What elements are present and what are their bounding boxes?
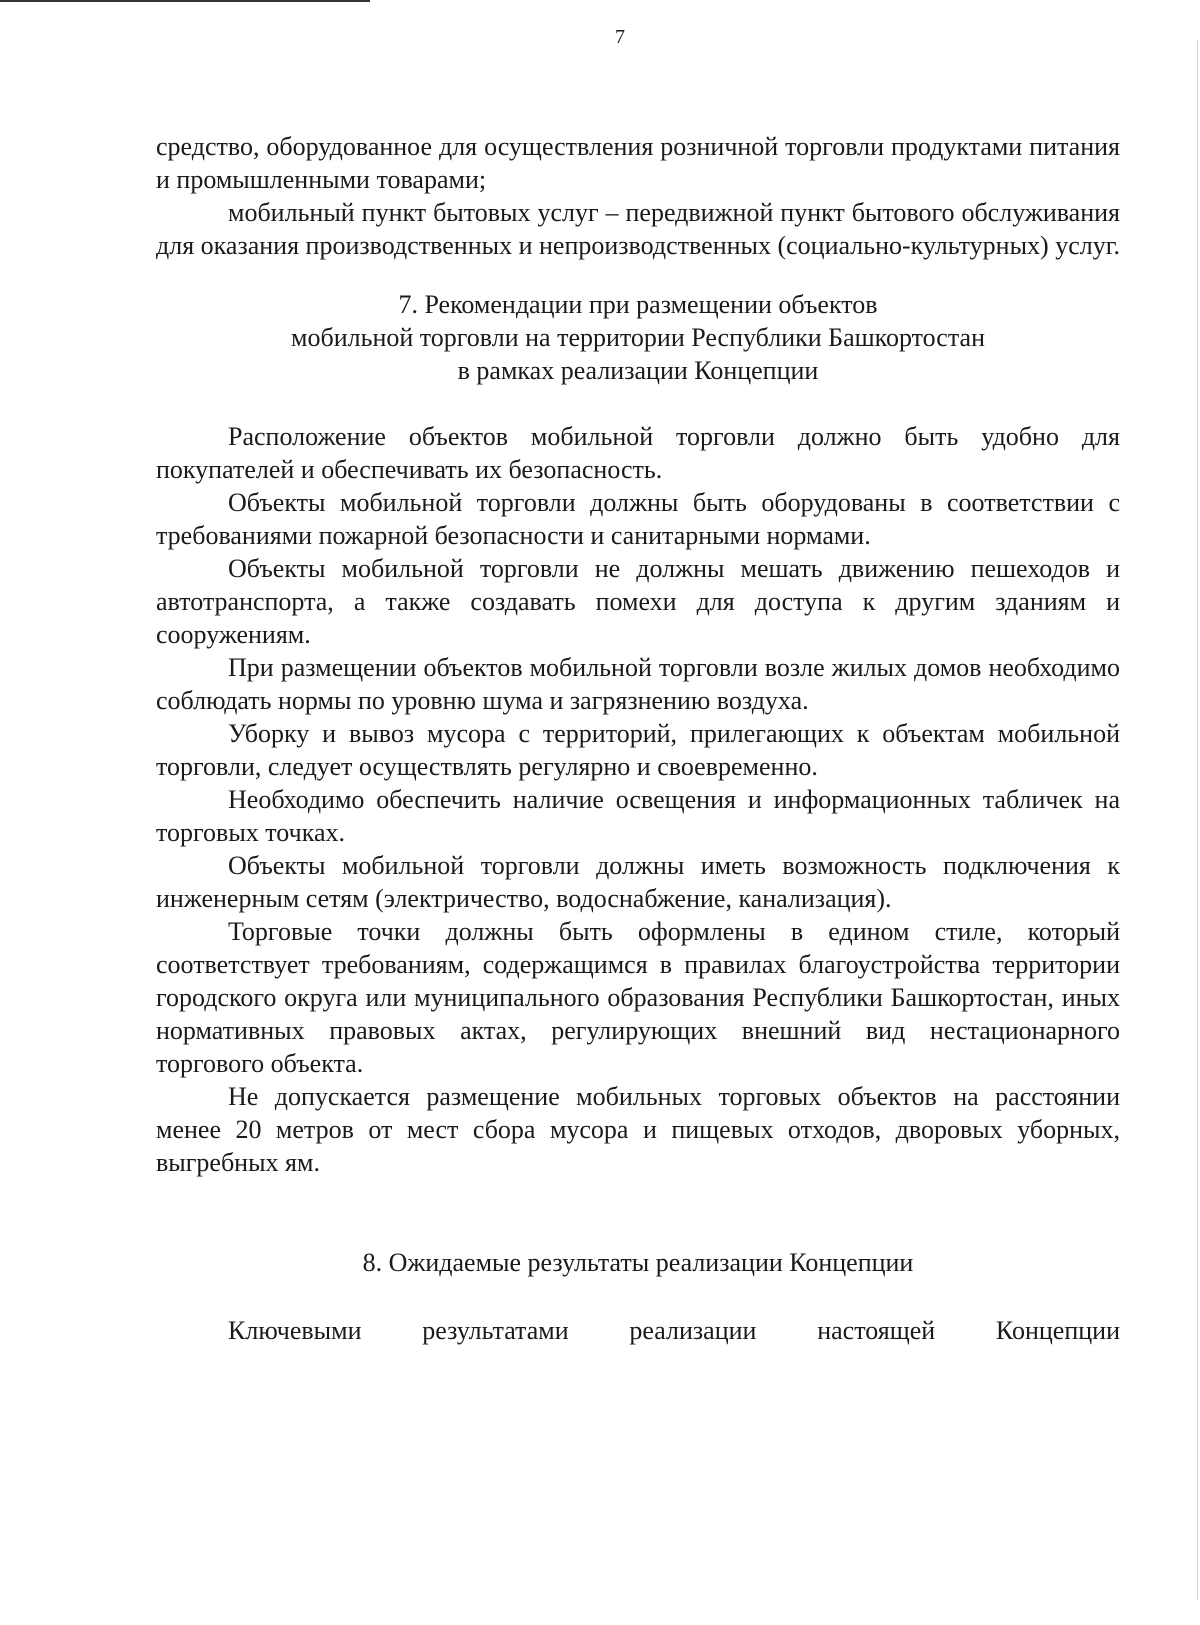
- scan-edge-line: [0, 0, 370, 2]
- paragraph-continuation: средство, оборудованное для осуществления розничной торговли продуктами питания и промышленными товарами;: [156, 132, 1120, 194]
- section-7-heading-line-2: мобильной торговли на территории Республики Башкортостан: [291, 323, 985, 352]
- paragraph-mobile-service-point: мобильный пункт бытовых услуг – передвижной пункт бытового обслуживания для оказания производственных и непроизводственных (социально-культурных) услуг.: [156, 198, 1120, 260]
- section-7-paragraph-1: Расположение объектов мобильной торговли должно быть удобно для покупателей и обеспечивать их безопасность.: [156, 422, 1120, 484]
- section-8-paragraph-start: Ключевыми результатами реализации настоящей Концепции: [228, 1316, 1120, 1345]
- section-7-heading-line-3: в рамках реализации Концепции: [457, 356, 819, 385]
- scan-right-edge: [1197, 40, 1198, 1600]
- document-body: [156, 130, 1120, 1347]
- page-number: 7: [615, 26, 625, 48]
- section-7-paragraph-9: Не допускается размещение мобильных торговых объектов на расстоянии менее 20 метров от мест сбора мусора и пищевых отходов, дворовых уборных, выгребных ям.: [156, 1082, 1120, 1177]
- section-7-paragraph-2: Объекты мобильной торговли должны быть оборудованы в соответствии с требованиями пожарной безопасности и санитарными нормами.: [156, 488, 1120, 550]
- section-7-paragraph-7: Объекты мобильной торговли должны иметь возможность подключения к инженерным сетям (электричество, водоснабжение, канализация).: [156, 851, 1120, 913]
- section-7-paragraph-5: Уборку и вывоз мусора с территорий, прилегающих к объектам мобильной торговли, следует осуществлять регулярно и своевременно.: [156, 719, 1120, 781]
- section-7-heading: [156, 288, 1120, 387]
- section-7-paragraph-8: Торговые точки должны быть оформлены в едином стиле, который соответствует требованиям, содержащимся в правилах благоустройства территории городского округа или муниципального образования Республики Башкортостан, иных нормативных правовых актах, регулирующих внешний вид нестационарного торгового объекта.: [156, 917, 1120, 1078]
- section-7-paragraph-3: Объекты мобильной торговли не должны мешать движению пешеходов и автотранспорта, а также создавать помехи для доступа к другим зданиям и сооружениям.: [156, 554, 1120, 649]
- section-7-heading-line-1: 7. Рекомендации при размещении объектов: [398, 290, 878, 319]
- section-8-heading: 8. Ожидаемые результаты реализации Концепции: [362, 1248, 914, 1277]
- section-7-paragraph-6: Необходимо обеспечить наличие освещения и информационных табличек на торговых точках.: [156, 785, 1120, 847]
- section-7-paragraph-4: При размещении объектов мобильной торговли возле жилых домов необходимо соблюдать нормы по уровню шума и загрязнению воздуха.: [156, 653, 1120, 715]
